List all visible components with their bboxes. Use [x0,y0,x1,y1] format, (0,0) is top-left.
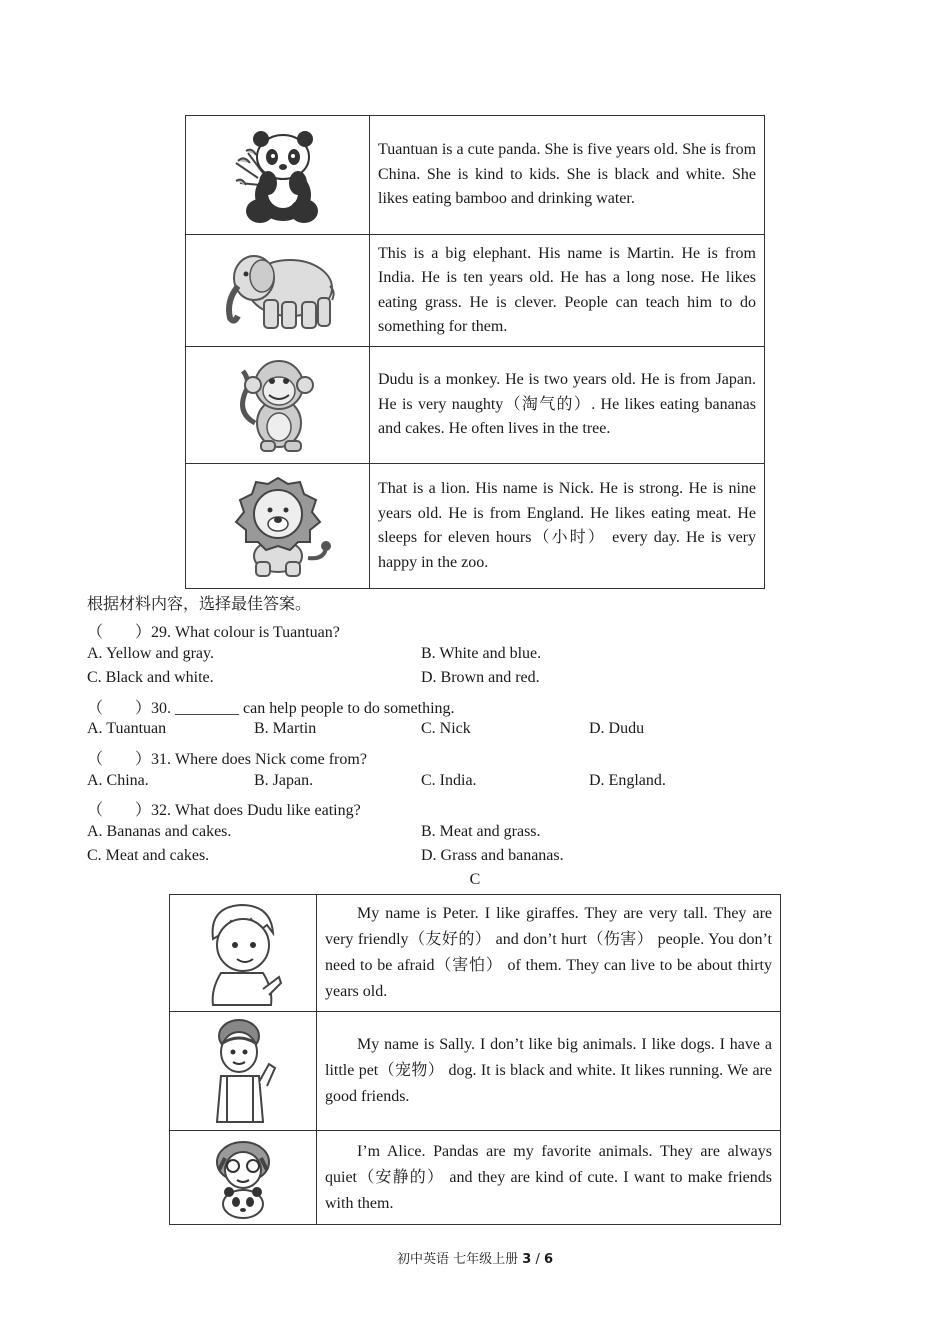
question-29-stem: （ ）29. What colour is Tuantuan? [87,624,340,641]
question-32-option-c: C. Meat and cakes. [87,847,210,864]
table-row [170,1012,781,1131]
passage-c-table [169,894,781,1225]
page-footer [0,1248,950,1267]
question-30-option-b: B. Martin [254,720,317,737]
question-30-option-c: C. Nick [421,720,471,737]
instruction: 根据材料内容，选择最佳答案。 [87,596,312,613]
girl-with-panda-illustration [170,1131,317,1225]
table-row [186,464,765,589]
section-c-label: C [469,871,481,888]
question-30-option-a: A. Tuantuan [87,720,167,737]
question-31-option-b: B. Japan. [254,772,314,789]
table-row [186,116,765,235]
girl-illustration [170,1012,317,1131]
passage-b-text-lion: That is a lion. His name is Nick. He is strong. He is nine years old. He is from England. He likes eating meat. He sleeps for eleven hours（小时） every day. He is very happy in the zoo. [370,464,765,589]
question-31-option-d: D. England. [589,772,666,789]
table-row [170,1131,781,1225]
table-row [170,895,781,1012]
question-32-option-a: A. Bananas and cakes. [87,823,232,840]
question-30-option-d: D. Dudu [589,720,645,737]
passage-b-text-elephant: This is a big elephant. His name is Martin. He is from India. He is ten years old. He has a long nose. He likes eating grass. He is clever. People can teach him to do something for them. [370,235,765,347]
question-29-option-b: B. White and blue. [421,645,542,662]
question-29-option-c: C. Black and white. [87,669,214,686]
table-row [186,347,765,464]
footer-total-pages: 6 [543,1252,554,1267]
passage-b-text-panda: Tuantuan is a cute panda. She is five years old. She is from China. She is kind to kids. She is black and white. She likes eating bamboo and drinking water. [370,116,765,235]
footer-page-number: 3 [522,1252,532,1267]
footer-subject: 初中英语 七年级上册 [396,1252,519,1267]
elephant-illustration [186,235,370,347]
question-31-option-a: A. China. [87,772,149,789]
question-30-stem: （ ）30. ________ can help people to do something. [87,700,455,717]
question-31-option-c: C. India. [421,772,477,789]
passage-c-text-peter: My name is Peter. I like giraffes. They are very tall. They are very friendly（友好的） and don’t hurt（伤害） people. You don’t need to be afraid（害怕） of them. They can live to be about thirty years old. [317,895,781,1012]
question-32-stem: （ ）32. What does Dudu like eating? [87,802,361,819]
question-29-option-d: D. Brown and red. [421,669,540,686]
footer-separator: / [535,1252,540,1267]
table-row [186,235,765,347]
panda-illustration [186,116,370,235]
question-32-option-d: D. Grass and bananas. [421,847,564,864]
boy-illustration [170,895,317,1012]
passage-b-table [185,115,765,589]
question-29-option-a: A. Yellow and gray. [87,645,214,662]
monkey-illustration [186,347,370,464]
passage-b-text-monkey: Dudu is a monkey. He is two years old. He is from Japan. He is very naughty（淘气的）. He likes eating bananas and cakes. He often lives in the tree. [370,347,765,464]
question-32-option-b: B. Meat and grass. [421,823,541,840]
passage-c-text-alice: I’m Alice. Pandas are my favorite animals. They are always quiet（安静的） and they are kind of cute. I want to make friends with them. [317,1131,781,1225]
lion-illustration [186,464,370,589]
question-31-stem: （ ）31. Where does Nick come from? [87,751,367,768]
passage-c-text-sally: My name is Sally. I don’t like big animals. I like dogs. I have a little pet（宠物） dog. It is black and white. It likes running. We are good friends. [317,1012,781,1131]
